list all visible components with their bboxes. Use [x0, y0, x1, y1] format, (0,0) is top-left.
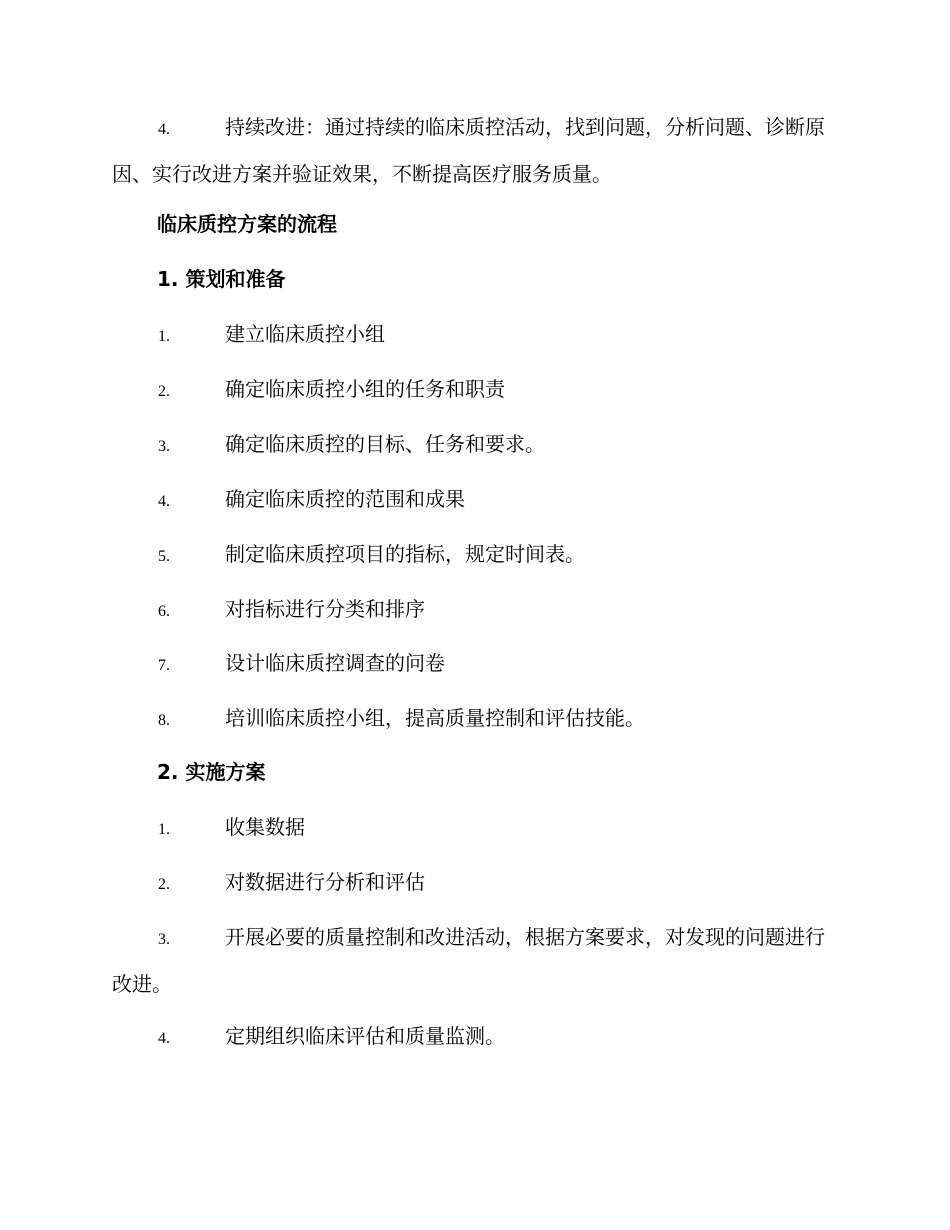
- list-number: 1.: [158, 821, 170, 838]
- list-number: 8.: [158, 712, 170, 729]
- list-text: 持续改进：通过持续的临床质控活动，找到问题，分析问题、诊断原因、实行改进方案并验证效果，不断提高医疗服务质量。: [112, 115, 825, 186]
- list-item: [112, 1014, 837, 1061]
- list-text: 设计临床质控调查的问卷: [225, 651, 445, 675]
- list-number: 3.: [158, 931, 170, 948]
- list-item: [112, 477, 837, 524]
- list-text: 培训临床质控小组，提高质量控制和评估技能。: [225, 706, 645, 730]
- list-number: 2.: [158, 876, 170, 893]
- list-item: [112, 367, 837, 414]
- list-item: [112, 860, 837, 907]
- list-item: [112, 641, 837, 688]
- list-text: 确定临床质控的范围和成果: [225, 487, 465, 511]
- list-text: 建立临床质控小组: [225, 322, 385, 346]
- list-number: 4.: [158, 121, 170, 138]
- list-number: 2.: [158, 383, 170, 400]
- list-item-continuous-improvement: [112, 105, 837, 196]
- list-item: [112, 696, 837, 743]
- list-number: 4.: [158, 1030, 170, 1047]
- list-number: 3.: [158, 438, 170, 455]
- list-text: 确定临床质控小组的任务和职责: [225, 377, 505, 401]
- list-number: 1.: [158, 328, 170, 345]
- list-item: [112, 915, 837, 1006]
- list-item: [112, 587, 837, 634]
- list-text: 开展必要的质量控制和改进活动，根据方案要求，对发现的问题进行改进。: [112, 925, 825, 996]
- list-text: 确定临床质控的目标、任务和要求。: [225, 432, 545, 456]
- list-text: 定期组织临床评估和质量监测。: [225, 1024, 505, 1048]
- list-text: 收集数据: [225, 815, 305, 839]
- list-number: 4.: [158, 493, 170, 510]
- list-item: [112, 532, 837, 579]
- section2-heading: 2. 实施方案: [157, 760, 266, 784]
- list-number: 6.: [158, 603, 170, 620]
- list-number: 5.: [158, 548, 170, 565]
- list-text: 制定临床质控项目的指标，规定时间表。: [225, 542, 585, 566]
- list-text: 对指标进行分类和排序: [225, 597, 425, 621]
- section1-heading: 1. 策划和准备: [157, 267, 286, 291]
- process-heading: 临床质控方案的流程: [157, 212, 337, 236]
- list-text: 对数据进行分析和评估: [225, 870, 425, 894]
- list-item: [112, 805, 837, 852]
- list-item: [112, 422, 837, 469]
- list-item: [112, 312, 837, 359]
- list-number: 7.: [158, 657, 170, 674]
